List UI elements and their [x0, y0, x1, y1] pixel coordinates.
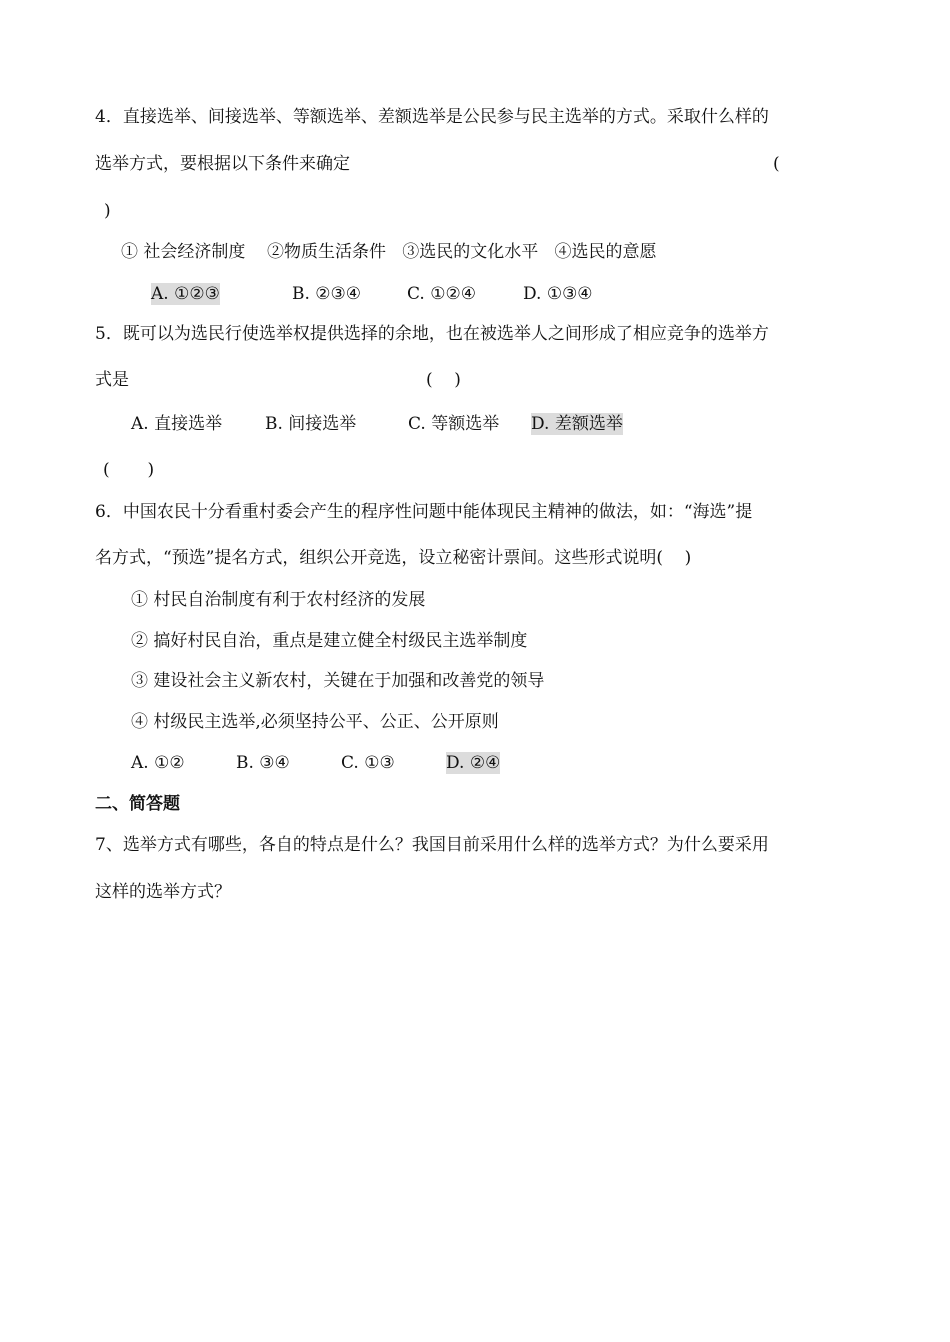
q5-option-a: A. 直接选举	[131, 414, 223, 434]
q4-option-d: D. ①③④	[523, 284, 593, 304]
q5-extra-blank: ( )	[103, 460, 155, 480]
q6-option-a: A. ①②	[131, 753, 185, 773]
q7-stem-line1: 7、选举方式有哪些，各自的特点是什么？我国目前采用什么样的选举方式？为什么要采用	[95, 835, 769, 855]
q6-option-b: B. ③④	[236, 753, 290, 773]
q6-stem-line1: 6．中国农民十分看重村委会产生的程序性问题中能体现民主精神的做法，如：“海选”提	[95, 502, 753, 522]
q6-item-3: ③ 建设社会主义新农村，关键在于加强和改善党的领导	[131, 671, 545, 691]
q6-option-d: D. ②④	[446, 753, 501, 773]
q4-answer-paren-close: )	[104, 201, 111, 221]
q6-item-1: ① 村民自治制度有利于农村经济的发展	[131, 590, 426, 610]
q7-stem-line2: 这样的选举方式？	[95, 882, 231, 902]
q4-option-b: B. ②③④	[292, 284, 362, 304]
q6-item-4: ④ 村级民主选举,必须坚持公平、公正、公开原则	[131, 712, 499, 732]
q5-stem-line1: 5．既可以为选民行使选举权提供选择的余地，也在被选举人之间形成了相应竞争的选举方	[95, 324, 769, 344]
q6-stem-line2: 名方式，“预选”提名方式，组织公开竞选，设立秘密计票间。这些形式说明( )	[95, 548, 692, 568]
q4-answer-paren-open: (	[773, 154, 780, 174]
q5-answer-blank: ( )	[426, 370, 461, 390]
q6-item-2: ② 搞好村民自治，重点是建立健全村级民主选举制度	[131, 631, 528, 651]
q4-items: ① 社会经济制度 ②物质生活条件 ③选民的文化水平 ④选民的意愿	[121, 242, 657, 262]
q6-option-c: C. ①③	[341, 753, 395, 773]
q4-option-a: A. ①②③	[151, 284, 220, 304]
q4-stem-line1: 4．直接选举、间接选举、等额选举、差额选举是公民参与民主选举的方式。采取什么样的	[95, 107, 769, 127]
q5-option-b: B. 间接选举	[265, 414, 357, 434]
q5-option-d: D. 差额选举	[531, 414, 623, 434]
q5-option-c: C. 等额选举	[408, 414, 500, 434]
q5-stem-line2: 式是	[95, 370, 129, 390]
q4-option-c: C. ①②④	[407, 284, 476, 304]
q4-stem-line2: 选举方式，要根据以下条件来确定	[95, 154, 350, 174]
section-heading-short-answer: 二、简答题	[95, 794, 180, 814]
